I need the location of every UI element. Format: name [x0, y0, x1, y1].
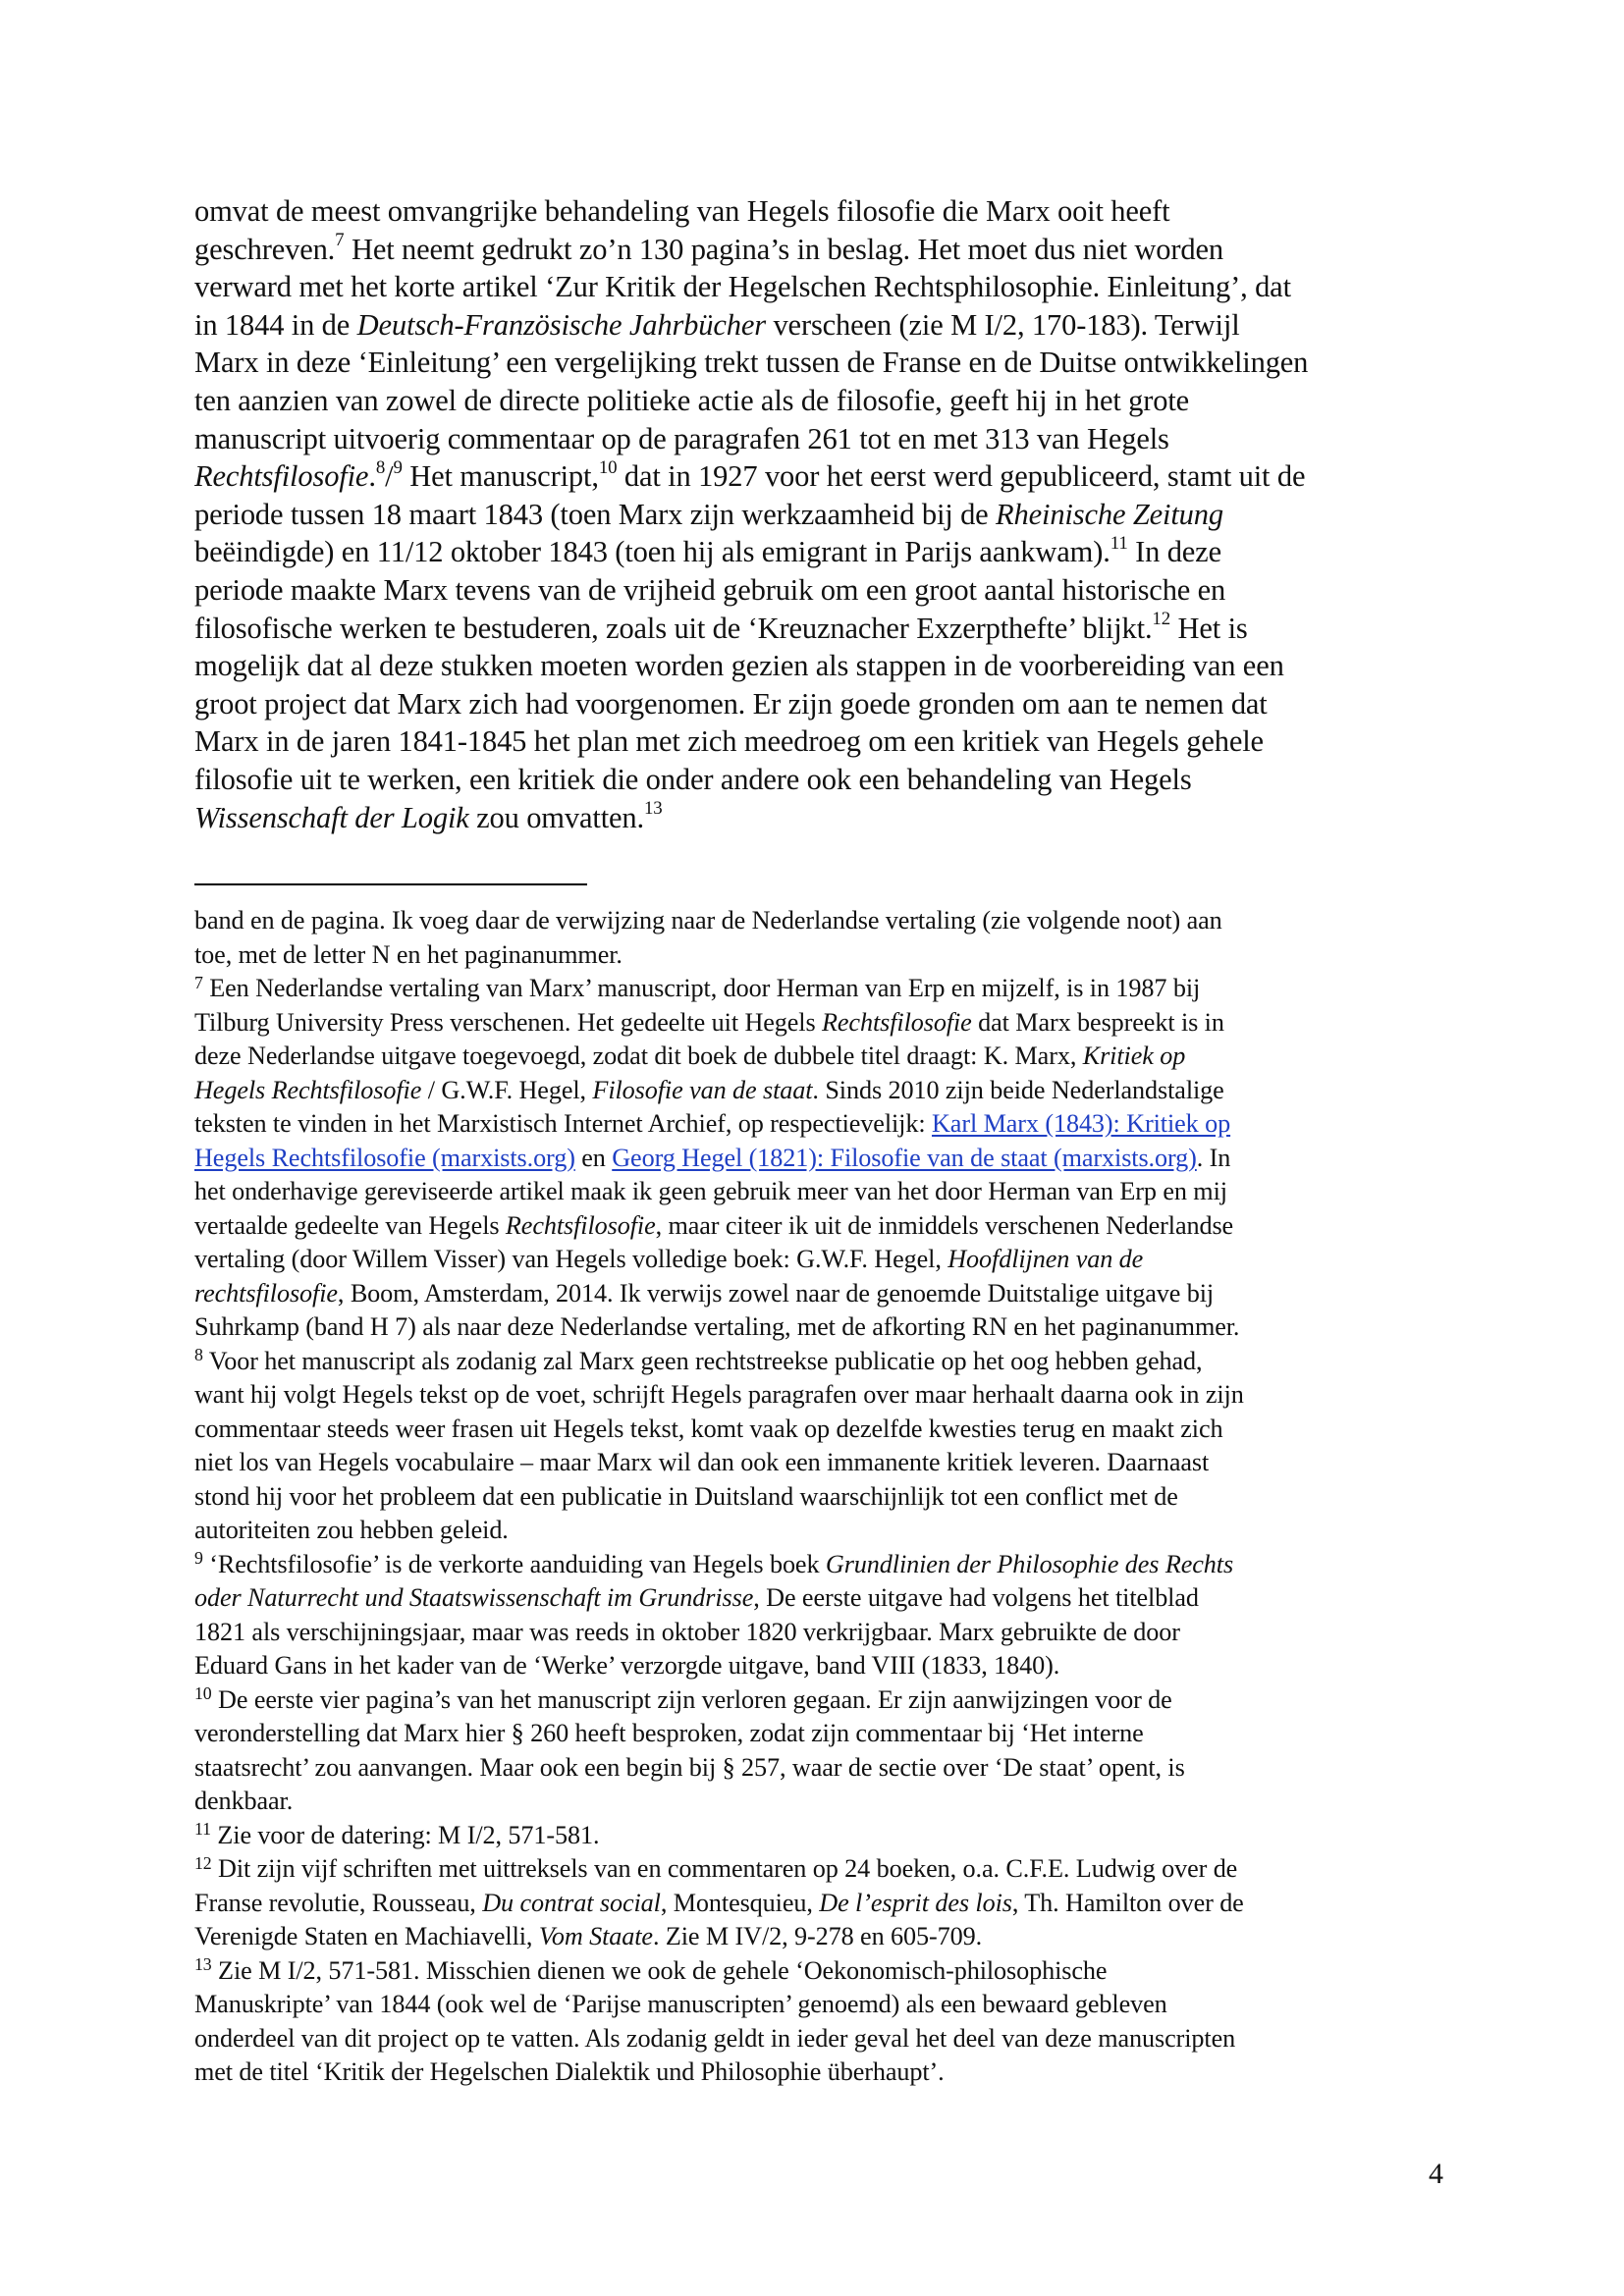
footnote-line: [194, 1514, 1439, 1548]
text-run: het onderhavige gereviseerde artikel maak ik geen gebruik meer van het door Herman van Erp en mij: [194, 1177, 1227, 1205]
footnote-line: [194, 1277, 1439, 1311]
text-run: , maar citeer ik uit de inmiddels verschenen Nederlandse: [655, 1210, 1234, 1240]
text-run: stond hij voor het probleem dat een publicatie in Duitsland waarschijnlijk tot een conflict met de: [194, 1481, 1178, 1511]
text-run: toe, met de letter N en het paginanummer.: [194, 939, 623, 969]
body-line: [194, 610, 1439, 648]
marxists-archive-link[interactable]: Georg Hegel (1821): Filosofie van de staat (marxists.org): [612, 1143, 1197, 1172]
body-line: [194, 231, 1439, 269]
text-run: dat Marx bespreekt is in: [971, 1007, 1224, 1037]
footnote-marker: 9: [393, 456, 403, 478]
footnote-marker: 12: [194, 1852, 212, 1873]
text-run: In deze: [1127, 535, 1221, 569]
footnote-line: [194, 1887, 1439, 1921]
text-run: periode maakte Marx tevens van de vrijheid gebruik om een groot aantal historische en: [194, 572, 1226, 607]
footnote-line: [194, 1345, 1439, 1379]
body-line: [194, 192, 1439, 231]
footnote-line: [194, 938, 1439, 973]
italic-title: Rechtsfilosofie: [822, 1007, 972, 1037]
text-run: De eerste vier pagina’s van het manuscript zijn verloren gegaan. Er zijn aanwijzingen voor de: [211, 1684, 1172, 1714]
body-line: [194, 382, 1439, 420]
marxists-archive-link[interactable]: Karl Marx (1843): Kritiek op: [931, 1109, 1231, 1138]
italic-title: Deutsch-Französische Jahrbücher: [356, 307, 766, 342]
footnote-line: [194, 1616, 1439, 1650]
footnote-line: [194, 1548, 1439, 1582]
text-run: en: [574, 1143, 613, 1172]
body-line: [194, 496, 1439, 534]
text-run: vertaalde gedeelte van Hegels: [194, 1210, 506, 1240]
body-line: [194, 571, 1439, 610]
italic-title: Filosofie van de staat: [592, 1075, 813, 1104]
body-line: [194, 647, 1439, 685]
text-run: periode tussen 18 maart 1843 (toen Marx zijn werkzaamheid bij de: [194, 497, 997, 531]
marxists-archive-link[interactable]: Hegels Rechtsfilosofie (marxists.org): [194, 1143, 575, 1172]
body-line: [194, 761, 1439, 799]
footnote-marker: 7: [335, 230, 345, 251]
text-run: denkbaar.: [194, 1787, 294, 1815]
page-number: 4: [1429, 2158, 1443, 2190]
text-run: , Montesquieu,: [660, 1888, 820, 1917]
italic-title: rechtsfilosofie: [194, 1278, 338, 1308]
text-run: , Boom, Amsterdam, 2014. Ik verwijs zowel naar de genoemde Duitstalige uitgave bij: [337, 1278, 1215, 1308]
footnote-line: [194, 1243, 1439, 1277]
text-run: Eduard Gans in het kader van de ‘Werke’ verzorgde uitgave, band VIII (1833, 1840).: [194, 1651, 1060, 1680]
footnote-line: [194, 2056, 1439, 2090]
footnote-line: [194, 1954, 1439, 1989]
text-run: Zie M I/2, 571-581. Misschien dienen we ook de gehele ‘Oekonomisch-philosophische: [211, 1955, 1108, 1985]
text-run: Tilburg University Press verschenen. Het gedeelte uit Hegels: [194, 1007, 823, 1037]
footnote-line: [194, 1310, 1439, 1345]
text-run: Suhrkamp (band H 7) als naar deze Nederlandse vertaling, met de afkorting RN en het paginanummer.: [194, 1312, 1240, 1341]
footnote-marker: 10: [598, 456, 618, 478]
text-run: filosofische werken te bestuderen, zoals uit de ‘Kreuznacher Exzerpthefte’ blijkt.: [194, 611, 1153, 645]
text-run: commentaar steeds weer frasen uit Hegels tekst, komt vaak op dezelfde kwesties terug en maakt zich: [194, 1414, 1223, 1443]
text-run: Voor het manuscript als zodanig zal Marx geen rechtstreekse publicatie op het oog hebben gehad,: [202, 1346, 1203, 1375]
text-run: geschreven.: [194, 232, 336, 266]
footnote-line: [194, 1581, 1439, 1616]
footnote-line: [194, 1852, 1439, 1887]
body-line: [194, 533, 1439, 571]
footnote-line: [194, 1074, 1439, 1108]
text-run: verscheen (zie M I/2, 170-183). Terwijl: [765, 307, 1240, 342]
body-line: [194, 722, 1439, 761]
footnote-line: [194, 1819, 1439, 1853]
italic-title: Hoofdlijnen van de: [947, 1245, 1144, 1273]
text-run: .: [368, 459, 376, 494]
text-run: Marx in deze ‘Einleitung’ een vergelijking trekt tussen de Franse en de Duitse ontwikkelingen: [194, 346, 1309, 380]
text-run: staatsrecht’ zou aanvangen. Maar ook een begin bij § 257, waar de sectie over ‘De staat’ opent, is: [194, 1752, 1185, 1782]
text-run: Een Nederlandse vertaling van Marx’ manuscript, door Herman van Erp en mijzelf, is in 1987 bij: [202, 974, 1201, 1002]
italic-title: Hegels Rechtsfilosofie: [194, 1075, 422, 1104]
text-run: onderdeel van dit project op te vatten. Als zodanig geldt in ieder geval het deel van deze manuscripten: [194, 2023, 1236, 2053]
text-run: autoriteiten zou hebben geleid.: [194, 1516, 509, 1544]
italic-title: Rechtsfilosofie: [505, 1210, 656, 1240]
text-run: mogelijk dat al deze stukken moeten worden gezien als stappen in de voorbereiding van een: [194, 649, 1284, 683]
text-run: deze Nederlandse uitgave toegevoegd, zodat dit boek de dubbele titel draagt: K. Marx,: [194, 1041, 1083, 1070]
footnote-marker: 10: [194, 1683, 212, 1704]
text-run: . In: [1196, 1143, 1231, 1172]
text-run: zou omvatten.: [468, 800, 644, 834]
italic-title: Vom Staate: [538, 1922, 653, 1950]
footnote-line: [194, 1142, 1439, 1176]
footnote-marker: 13: [643, 798, 663, 820]
footnote-line: [194, 1040, 1439, 1074]
body-line: [194, 344, 1439, 382]
text-run: verward met het korte artikel ‘Zur Kritik der Hegelschen Rechtsphilosophie. Einleitung’, dat: [194, 270, 1291, 304]
main-body-text: [194, 192, 1439, 836]
text-run: niet los van Hegels vocabulaire – maar Marx wil dan ook een immanente kritiek leveren. Daarnaast: [194, 1448, 1210, 1476]
footnote-marker: 11: [194, 1819, 211, 1840]
footnote-line: [194, 1378, 1439, 1413]
text-run: omvat de meest omvangrijke behandeling van Hegels filosofie die Marx ooit heeft: [194, 194, 1170, 228]
footnote-line: [194, 904, 1439, 938]
text-run: dat in 1927 voor het eerst werd gepubliceerd, stamt uit de: [617, 459, 1306, 494]
footnote-line: [194, 1717, 1439, 1751]
text-run: , Th. Hamilton over de: [1011, 1888, 1244, 1917]
footnote-marker: 7: [194, 972, 203, 992]
footnote-line: [194, 1480, 1439, 1515]
footnote-line: [194, 1413, 1439, 1447]
italic-title: Kritiek op: [1082, 1041, 1186, 1070]
italic-title: De l’esprit des lois: [819, 1888, 1012, 1917]
text-run: in 1844 in de: [194, 307, 357, 342]
footnote-line: [194, 1649, 1439, 1683]
footnote-line: [194, 1683, 1439, 1718]
text-run: Het manuscript,: [402, 459, 599, 494]
footnote-line: [194, 1785, 1439, 1819]
text-run: . Zie M IV/2, 9-278 en 605-709.: [652, 1922, 983, 1950]
text-run: Het is: [1170, 611, 1248, 645]
text-run: 1821 als verschijningsjaar, maar was reeds in oktober 1820 verkrijgbaar. Marx gebruikte de door: [194, 1617, 1180, 1646]
footnote-line: [194, 1446, 1439, 1480]
footnote-line: [194, 1006, 1439, 1041]
italic-title: Rechtsfilosofie: [194, 459, 369, 494]
footnote-marker: 8: [375, 456, 386, 478]
footnote-marker: 8: [194, 1345, 203, 1365]
body-line: [194, 306, 1439, 345]
footnote-line: [194, 1751, 1439, 1786]
italic-title: Rheinische Zeitung: [996, 497, 1223, 531]
italic-title: Wissenschaft der Logik: [194, 800, 469, 834]
footnote-marker: 9: [194, 1548, 203, 1569]
italic-title: Grundlinien der Philosophie des Rechts: [825, 1549, 1234, 1578]
text-run: vertaling (door Willem Visser) van Hegels volledige boek: G.W.F. Hegel,: [194, 1245, 948, 1273]
text-run: Zie voor de datering: M I/2, 571-581.: [210, 1820, 600, 1849]
text-run: ‘Rechtsfilosofie’ is de verkorte aanduiding van Hegels boek: [202, 1549, 826, 1578]
text-run: . Sinds 2010 zijn beide Nederlandstalige: [812, 1075, 1224, 1104]
footnote-marker: 13: [194, 1954, 212, 1975]
text-run: / G.W.F. Hegel,: [421, 1075, 593, 1104]
text-run: /: [385, 459, 394, 494]
text-run: groot project dat Marx zich had voorgenomen. Er zijn goede gronden om aan te nemen dat: [194, 686, 1268, 721]
italic-title: oder Naturrecht und Staatswissenschaft im Grundrisse: [194, 1583, 754, 1612]
italic-title: Du contrat social: [482, 1888, 661, 1917]
text-run: met de titel ‘Kritik der Hegelschen Dialektik und Philosophie überhaupt’.: [194, 2057, 945, 2086]
text-run: want hij volgt Hegels tekst op de voet, schrijft Hegels paragrafen over maar herhaalt daarna ook in zijn: [194, 1380, 1244, 1409]
text-run: Het neemt gedrukt zo’n 130 pagina’s in beslag. Het moet dus niet worden: [344, 232, 1223, 266]
footnote-marker: 12: [1152, 609, 1171, 630]
text-run: Marx in de jaren 1841-1845 het plan met zich meedroeg om een kritiek van Hegels gehele: [194, 724, 1264, 759]
body-line: [194, 268, 1439, 306]
text-run: ten aanzien van zowel de directe politieke actie als de filosofie, geeft hij in het grote: [194, 383, 1190, 417]
body-line: [194, 420, 1439, 458]
footnote-line: [194, 1988, 1439, 2022]
text-run: band en de pagina. Ik voeg daar de verwijzing naar de Nederlandse vertaling (zie volgende noot) aan: [194, 906, 1222, 934]
footnote-marker: 11: [1110, 532, 1128, 554]
text-run: Franse revolutie, Rousseau,: [194, 1888, 483, 1917]
text-run: manuscript uitvoerig commentaar op de paragrafen 261 tot en met 313 van Hegels: [194, 421, 1169, 455]
footnote-line: [194, 1175, 1439, 1209]
footnote-line: [194, 972, 1439, 1006]
body-line: [194, 685, 1439, 723]
text-run: Manuskripte’ van 1844 (ook wel de ‘Parijse manuscripten’ genoemd) als een bewaard gebleven: [194, 1990, 1167, 2018]
text-run: filosofie uit te werken, een kritiek die onder andere ook een behandeling van Hegels: [194, 762, 1192, 796]
footnote-line: [194, 1920, 1439, 1954]
footnotes-section: [194, 904, 1439, 2090]
text-run: Verenigde Staten en Machiavelli,: [194, 1922, 539, 1950]
text-run: Dit zijn vijf schriften met uittreksels van en commentaren op 24 boeken, o.a. C.F.E. Ludwig over de: [211, 1854, 1238, 1883]
text-run: beëindigde) en 11/12 oktober 1843 (toen hij als emigrant in Parijs aankwam).: [194, 535, 1110, 569]
text-run: teksten te vinden in het Marxistisch Internet Archief, op respectievelijk:: [194, 1109, 932, 1138]
footnote-separator: [194, 883, 587, 885]
text-run: , De eerste uitgave had volgens het titelblad: [753, 1583, 1199, 1612]
footnote-line: [194, 2022, 1439, 2056]
text-run: veronderstelling dat Marx hier § 260 heeft besproken, zodat zijn commentaar bij ‘Het interne: [194, 1719, 1144, 1747]
body-line: [194, 799, 1439, 837]
footnote-line: [194, 1107, 1439, 1142]
body-line: [194, 457, 1439, 496]
footnote-line: [194, 1209, 1439, 1244]
